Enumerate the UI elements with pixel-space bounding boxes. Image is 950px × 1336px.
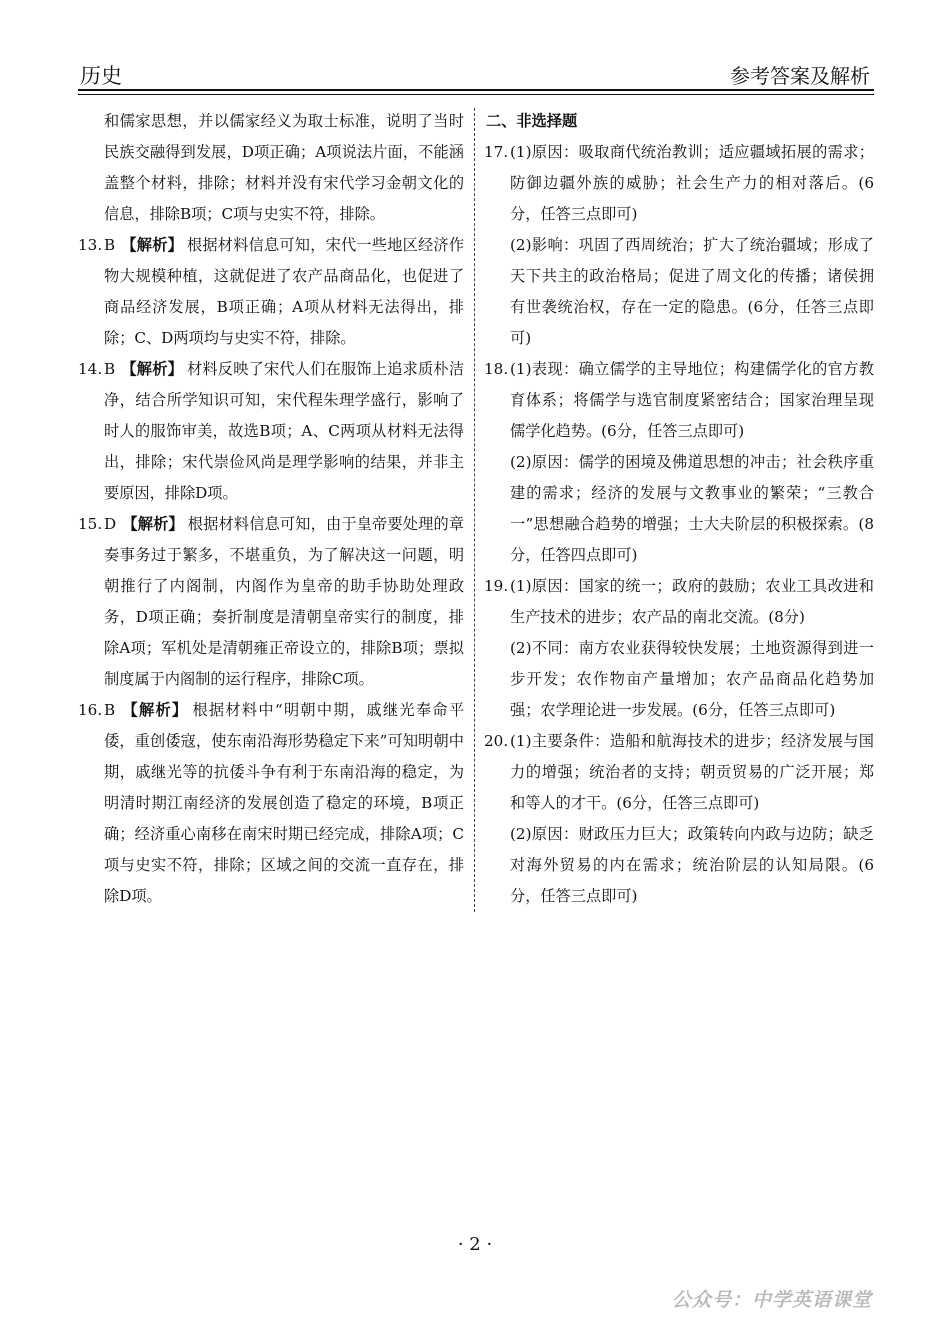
left-column [80, 106, 464, 912]
analysis-text: 材料反映了宋代人们在服饰上追求质朴洁净，结合所学知识可知，宋代程朱理学盛行，影响了时人的服饰审美，故选B项；A、C两项从材料无法得出，排除；宋代崇俭风尚是理学影响的结果，并非主要原因，排除D项。 [104, 360, 465, 502]
analysis-tag: 【解析】 [121, 360, 183, 378]
answer-part-1: (1)原因：吸取商代统治教训；适应疆域拓展的需求；防御边疆外族的威胁；社会生产力的相对落后。(6分，任答三点即可) [510, 143, 874, 223]
question-number: 16. [78, 701, 103, 719]
subject-label: 历史 [80, 64, 122, 88]
answer-part-1: (1)主要条件：造船和航海技术的进步；经济发展与国力的增强；统治者的支持；朝贡贸易的广泛开展；郑和等人的才干。(6分，任答三点即可) [510, 732, 874, 812]
answer-part-1: (1)表现：确立儒学的主导地位；构建儒学化的官方教育体系；将儒学与选官制度紧密结合；国家治理呈现儒学化趋势。(6分，任答三点即可) [510, 360, 874, 440]
question-17 [486, 137, 874, 354]
answer-part-2: (2)不同：南方农业获得较快发展；土地资源得到进一步开发；农作物亩产量增加；农产品商品化趋势加强；农学理论进一步发展。(6分，任答三点即可) [510, 639, 874, 719]
question-number: 19. [484, 577, 509, 595]
analysis-tag: 【解析】 [122, 515, 184, 533]
analysis-text: 根据材料信息可知，由于皇帝要处理的章奏事务过于繁多，不堪重负，为了解决这一问题，明朝推行了内阁制，内阁作为皇帝的助手协助处理政务，D项正确；奏折制度是清朝皇帝实行的制度，排除A项；军机处是清朝雍正帝设立的，排除B项；票拟制度属于内阁制的运行程序，排除C项。 [104, 515, 465, 688]
page-number: · 2 · [457, 1234, 493, 1255]
answer-part-2: (2)原因：财政压力巨大；政策转向内政与边防；缺乏对海外贸易的内在需求；统治阶层的认知局限。(6分，任答三点即可) [510, 825, 874, 905]
right-column [486, 106, 874, 912]
analysis-tag: 【解析】 [121, 701, 189, 719]
question-13 [80, 230, 464, 354]
question-15 [80, 509, 464, 695]
question-number: 15. [78, 515, 103, 533]
answer-letter: B [104, 701, 116, 719]
question-number: 13. [78, 236, 103, 254]
watermark: 公众号：中学英语课堂 [671, 1289, 872, 1311]
answer-part-2: (2)影响：巩固了西周统治；扩大了统治疆域；形成了天下共主的政治格局；促进了周文化的传播；诸侯拥有世袭统治权，存在一定的隐患。(6分，任答三点即可) [510, 236, 874, 347]
answer-letter: B [104, 236, 116, 254]
answer-part-2: (2)原因：儒学的困境及佛道思想的冲击；社会秩序重建的需求；经济的发展与文教事业的繁荣；“三教合一”思想融合趋势的增强；士大夫阶层的积极探索。(8分，任答四点即可) [510, 453, 874, 564]
column-divider [474, 108, 475, 912]
continued-answer: 和儒家思想，并以儒家经义为取士标准，说明了当时民族交融得到发展，D项正确；A项说法片面，不能涵盖整个材料，排除；材料并没有宋代学习金朝文化的信息，排除B项；C项与史实不符，排除。 [104, 112, 464, 223]
analysis-text: 根据材料信息可知，宋代一些地区经济作物大规模种植，这就促进了农产品商品化，也促进了商品经济发展，B项正确；A项从材料无法得出，排除；C、D两项均与史实不符，排除。 [104, 236, 465, 347]
question-16 [80, 695, 464, 912]
answer-part-1: (1)原因：国家的统一；政府的鼓励；农业工具改进和生产技术的进步；农产品的南北交流。(8分) [510, 577, 874, 626]
answer-letter: B [104, 360, 116, 378]
page-header [78, 58, 874, 92]
header-rule-thin [78, 94, 874, 95]
question-number: 20. [484, 732, 509, 750]
question-number: 14. [78, 360, 103, 378]
section-heading: 二、非选择题 [486, 112, 578, 130]
question-20 [486, 726, 874, 912]
document-title: 参考答案及解析 [730, 64, 870, 88]
question-18 [486, 354, 874, 571]
analysis-tag: 【解析】 [121, 236, 183, 254]
question-14 [80, 354, 464, 509]
answer-letter: D [104, 515, 117, 533]
header-rule-thick [78, 89, 874, 91]
question-19 [486, 571, 874, 726]
analysis-text: 根据材料中“明朝中期，戚继光奉命平倭，重创倭寇，使东南沿海形势稳定下来”可知明朝中期，戚继光等的抗倭斗争有利于东南沿海的稳定，为明清时期江南经济的发展创造了稳定的环境，B项正确；经济重心南移在南宋时期已经完成，排除A项；C项与史实不符，排除；区域之间的交流一直存在，排除D项。 [104, 701, 465, 905]
question-number: 18. [484, 360, 509, 378]
question-number: 17. [484, 143, 509, 161]
